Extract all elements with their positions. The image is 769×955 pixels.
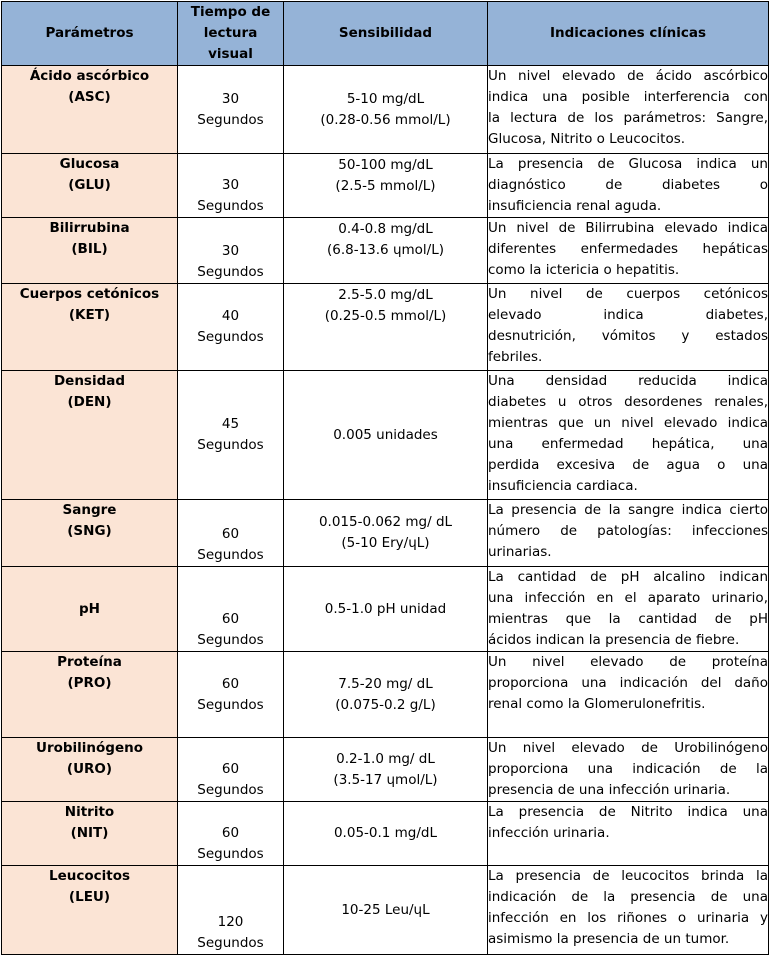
param-name: Urobilinógeno [35,740,144,756]
param-name: Leucocitos [48,868,131,884]
clinical-text-line: renal como la Glomerulonefritis. [488,696,706,712]
time-unit: Segundos [197,935,264,951]
time-value: 60 [221,675,240,692]
clinical-text-line: infección en los riñones o urinaria y [488,910,768,926]
sensitivity-cell [284,866,488,955]
table-row [2,284,769,371]
param-name: Cuerpos cetónicos [19,286,160,302]
clinical-text-line: una infección en el aparato urinario, [488,590,768,606]
param-cell [2,738,178,802]
header-sensibilidad: Sensibilidad [284,2,488,66]
clinical-text-line: Un nivel elevado de Urobilinógeno [488,740,768,756]
table-row [2,500,769,567]
sensitivity-line: 10-25 Leu/ɥL [341,901,430,918]
param-name: Ácido ascórbico [29,68,150,84]
sensitivity-cell [284,218,488,284]
time-value: 45 [221,416,240,432]
clinical-text-line: La presencia de leucocitos brinda la [488,868,768,884]
sensitivity-line: 5-10 mg/dL [346,90,425,107]
sensitivity-cell [284,66,488,154]
clinical-text-line: urinarias. [488,544,552,560]
clinical-text-line: insuficiencia cardiaca. [488,478,638,494]
sensitivity-line: 50-100 mg/dL [338,157,433,173]
table-row [2,567,769,652]
param-cell [2,652,178,738]
sensitivity-cell [284,371,488,500]
time-unit: Segundos [197,696,264,713]
sensitivity-line: 2.5-5.0 mg/dL [338,287,433,303]
sensitivity-line: (0.28-0.56 mmol/L) [320,111,451,128]
time-cell [178,802,284,866]
time-value: 60 [221,761,240,777]
sensitivity-line: (6.8-13.6 ɥmol/L) [326,242,444,258]
table-row [2,371,769,500]
param-cell [2,66,178,154]
clinical-text-line: número de patologías: infecciones [488,523,768,539]
time-cell [178,500,284,567]
time-unit: Segundos [197,329,264,345]
table-row [2,154,769,218]
table-row [2,738,769,802]
clinical-text-line: una enfermedad hepática, una [488,436,768,452]
time-cell [178,567,284,652]
header-indicaciones: Indicaciones clínicas [488,2,769,66]
time-unit: Segundos [197,632,264,648]
param-cell [2,218,178,284]
param-name: pH [79,600,100,617]
clinical-indication-cell [488,567,769,652]
time-unit: Segundos [197,846,264,862]
time-value: 40 [221,308,240,324]
sensitivity-line: (5-10 Ery/ɥL) [341,535,430,551]
sensitivity-line: 0.2-1.0 mg/ dL [336,750,435,767]
clinical-text-line: indicación de la presencia de una [488,889,768,905]
clinical-text-line: insuficiencia renal aguda. [488,198,662,214]
clinical-text-line: como la ictericia o hepatitis. [488,262,680,278]
clinical-indication-cell [488,802,769,866]
param-code: (LEU) [68,889,111,905]
clinical-indication-cell [488,866,769,955]
param-name: Bilirrubina [49,220,130,236]
clinical-text-line: Una densidad reducida indica [488,373,768,389]
sensitivity-cell [284,500,488,567]
table-row [2,866,769,955]
sensitivity-line: (2.5-5 mmol/L) [335,178,436,194]
param-name: Sangre [62,502,117,518]
time-value: 60 [221,526,240,542]
clinical-text-line: proporciona una indicación del daño [488,675,768,691]
time-cell [178,866,284,955]
clinical-text-line: infección urinaria. [488,825,610,841]
sensitivity-line: 0.5-1.0 pH unidad [324,600,447,617]
clinical-indication-cell [488,500,769,567]
param-name: Nitrito [64,804,115,820]
clinical-text-line: presencia de una infección urinaria. [488,782,731,798]
clinical-text-line: La presencia de Nitrito indica una [488,804,768,820]
sensitivity-line: 0.4-0.8 mg/dL [338,221,433,237]
sensitivity-cell [284,567,488,652]
param-name: Densidad [53,373,126,389]
clinical-text-line: La cantidad de pH alcalino indican [488,569,768,585]
clinical-text-line: perdida excesiva de agua o una [488,457,768,473]
time-unit: Segundos [197,437,264,453]
sensitivity-cell [284,284,488,371]
time-value: 30 [221,90,240,107]
param-name: Proteína [57,654,122,670]
time-cell [178,284,284,371]
time-value: 120 [217,914,244,930]
sensitivity-line: 0.05-0.1 mg/dL [333,825,438,841]
time-value: 60 [221,825,240,841]
clinical-text-line: asimismo la presencia de un tumor. [488,931,730,947]
sensitivity-line: (0.075-0.2 g/L) [335,696,436,713]
param-code: (ASC) [68,89,111,105]
urinalysis-parameters-table [1,1,769,955]
header-parametros: Parámetros [2,2,178,66]
param-code: (NIT) [70,825,109,841]
clinical-indication-cell [488,652,769,738]
clinical-text-line: Glucosa, Nitrito o Leucocitos. [488,131,686,147]
clinical-text-line: elevado indica diabetes, [488,307,768,323]
clinical-text-line: mientras que un nivel elevado indica [488,415,768,431]
clinical-text-line: Un nivel elevado de ácido ascórbico [488,68,768,84]
sensitivity-line: (3.5-17 ɥmol/L) [333,771,438,788]
param-cell [2,567,178,652]
param-name: Glucosa [59,156,120,172]
clinical-text-line: La presencia de Glucosa indica un [488,156,768,172]
table-row [2,652,769,738]
time-cell [178,66,284,154]
clinical-text-line: desnutrición, vómitos y estados [488,328,768,344]
time-unit: Segundos [197,111,264,128]
time-value: 30 [221,177,240,193]
time-unit: Segundos [197,547,264,563]
sensitivity-line: 0.015-0.062 mg/ dL [318,514,453,530]
clinical-text-line: indica una posible interferencia con [488,89,768,105]
clinical-text-line: ácidos indican la presencia de fiebre. [488,632,740,648]
param-cell [2,284,178,371]
sensitivity-cell [284,738,488,802]
clinical-text-line: Un nivel de Bilirrubina elevado indica [488,220,768,236]
table-row [2,802,769,866]
param-code: (KET) [68,307,111,323]
clinical-text-line: febriles. [488,349,543,365]
sensitivity-line: (0.25-0.5 mmol/L) [324,308,447,324]
clinical-text-line: La presencia de la sangre indica cierto [488,502,768,518]
param-code: (GLU) [68,177,111,193]
param-cell [2,866,178,955]
header-tiempo-line: visual [208,46,253,62]
time-cell [178,738,284,802]
clinical-indication-cell [488,738,769,802]
sensitivity-line: 7.5-20 mg/ dL [338,675,433,692]
clinical-text-line: Un nivel de cuerpos cetónicos [488,286,768,302]
header-tiempo-line: Tiempo de [190,4,271,20]
time-unit: Segundos [197,198,264,214]
sensitivity-cell [284,154,488,218]
time-cell [178,652,284,738]
clinical-indication-cell [488,154,769,218]
time-unit: Segundos [197,264,264,280]
clinical-indication-cell [488,371,769,500]
sensitivity-cell [284,652,488,738]
clinical-indication-cell [488,284,769,371]
time-cell [178,371,284,500]
clinical-indication-cell [488,218,769,284]
time-cell [178,154,284,218]
table-row [2,66,769,154]
sensitivity-line: 0.005 unidades [333,426,438,443]
param-code: (DEN) [67,394,112,410]
table-row [2,218,769,284]
param-cell [2,500,178,567]
sensitivity-cell [284,802,488,866]
time-value: 30 [221,243,240,259]
param-code: (PRO) [67,675,112,691]
header-tiempo-line: lectura [203,25,258,41]
param-code: (SNG) [67,523,112,539]
param-cell [2,802,178,866]
time-value: 60 [221,611,240,627]
clinical-text-line: la lectura de los parámetros: Sangre, [488,110,768,126]
time-unit: Segundos [197,782,264,798]
clinical-text-line: diagnóstico de diabetes o [488,177,768,193]
param-cell [2,154,178,218]
clinical-text-line: mientras que la cantidad de pH [488,611,768,627]
time-cell [178,218,284,284]
header-row [2,2,769,66]
clinical-text-line: diferentes enfermedades hepáticas [488,241,768,257]
param-code: (URO) [66,761,113,777]
clinical-indication-cell [488,66,769,154]
clinical-text-line: Un nivel elevado de proteína [488,654,768,670]
clinical-text-line: diabetes u otros desordenes renales, [488,394,768,410]
param-cell [2,371,178,500]
clinical-text-line: proporciona una indicación de la [488,761,768,777]
param-code: (BIL) [71,241,108,257]
header-tiempo [178,2,284,66]
